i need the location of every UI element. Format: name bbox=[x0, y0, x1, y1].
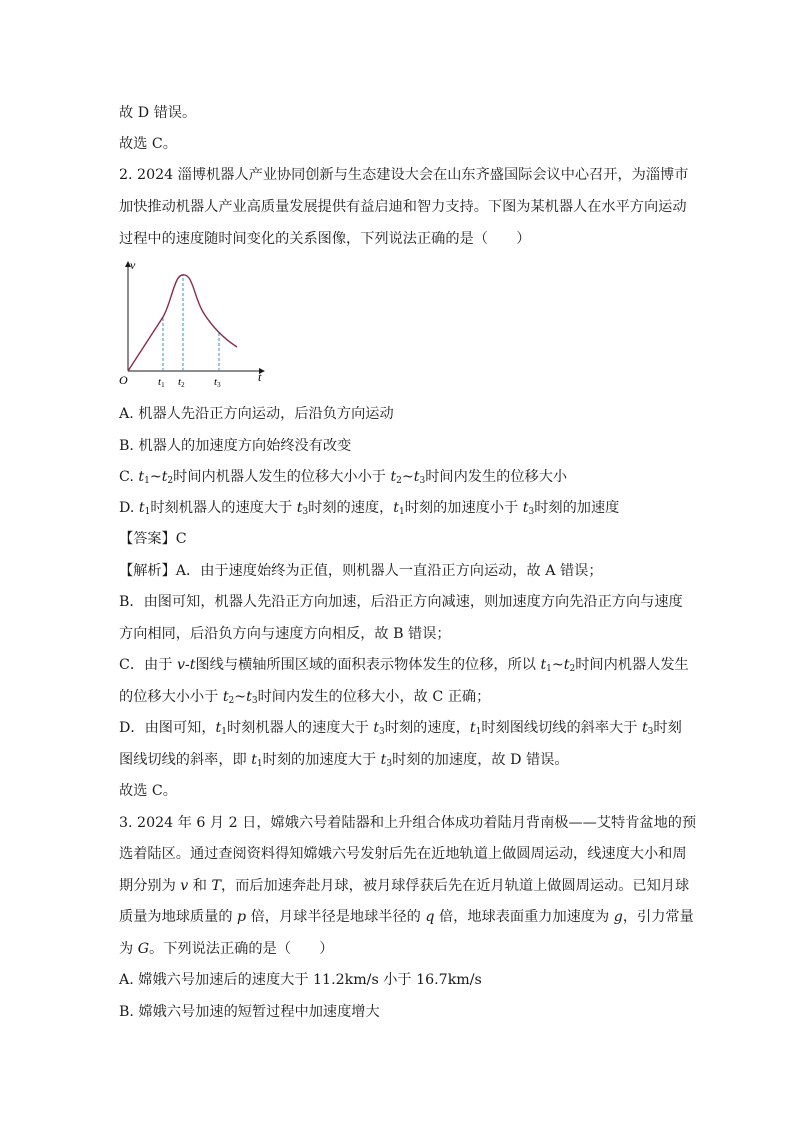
t2-label: t2 bbox=[178, 376, 185, 389]
option-c: C. $t_1\sim t_2$时间内机器人发生的位移大小小于 $t_2\sim t_3$时间内发生的位移大小 bbox=[119, 469, 568, 486]
question-2-stem-line: 加快推动机器人产业高质量发展提供有益启迪和智力支持。下图为某机器人在水平方向运动 bbox=[119, 199, 687, 215]
question-3-stem-line: 为 G。下列说法正确的是（ ） bbox=[119, 941, 334, 957]
question-3-stem-line: 期分别为 v 和 T，而后加速奔赴月球，被月球俘获后先在近月轨道上做圆周运动。已知月球 bbox=[119, 878, 690, 894]
y-axis-label: v bbox=[130, 260, 136, 272]
text-line: 故 D 错误。 bbox=[119, 105, 197, 121]
question-3-stem-line: 选着陆区。通过查阅资料得知嫦娥六号发射后先在近地轨道上做圆周运动，线速度大小和周 bbox=[119, 846, 687, 862]
velocity-time-graph bbox=[117, 260, 272, 390]
analysis-line: 图线切线的斜率，即 $t_1$时刻的加速度大于 $t_3$时刻的加速度，故 D 错误。 bbox=[119, 752, 569, 769]
analysis-line: B．由图可知，机器人先沿正方向加速，后沿正方向减速，则加速度方向先沿正方向与速度 bbox=[119, 594, 683, 610]
option-a: A. 嫦娥六号加速后的速度大于 11.2km/s 小于 16.7km/s bbox=[119, 972, 482, 988]
answer-label: 【答案】 bbox=[119, 531, 176, 547]
answer-line bbox=[119, 529, 187, 549]
question-2-stem-line: 2. 2024 淄博机器人产业协同创新与生态建设大会在山东齐盛国际会议中心召开，为淄博市 bbox=[119, 167, 689, 183]
analysis-line: C．由于 v-t图线与横轴所围区域的面积表示物体发生的位移，所以 $t_1\sim t_2$时间内机器人发生 bbox=[119, 657, 689, 674]
option-d: D. $t_1$时刻机器人的速度大于 $t_3$时刻的速度，$t_1$时刻的加速度小于 $t_3$时刻的加速度 bbox=[119, 500, 620, 517]
analysis-line: D．由图可知，$t_1$时刻机器人的速度大于 $t_3$时刻的速度，$t_1$时刻图线切线的斜率大于 $t_3$时刻 bbox=[119, 720, 682, 737]
t1-label: t1 bbox=[158, 376, 165, 389]
conclusion-line: 故选 C。 bbox=[119, 783, 177, 799]
analysis-line: 【解析】A．由于速度始终为正值，则机器人一直沿正方向运动，故 A 错误； bbox=[119, 563, 603, 579]
option-b: B. 嫦娥六号加速的短暂过程中加速度增大 bbox=[119, 1004, 380, 1020]
analysis-label: 【解析】 bbox=[119, 563, 176, 579]
question-3-stem-line: 3. 2024 年 6 月 2 日，嫦娥六号着陆器和上升组合体成功着陆月背南极——艾特肯盆地的预 bbox=[119, 815, 697, 831]
analysis-line: 的位移大小小于 $t_2\sim t_3$时间内发生的位移大小，故 C 正确； bbox=[119, 689, 491, 706]
question-2-stem-line: 过程中的速度随时间变化的关系图像，下列说法正确的是（ ） bbox=[119, 231, 531, 247]
t3-label: t3 bbox=[214, 376, 221, 389]
answer-value: C bbox=[175, 531, 187, 547]
text-line: 故选 C。 bbox=[119, 136, 177, 152]
option-b: B. 机器人的加速度方向始终没有改变 bbox=[119, 438, 352, 454]
option-a: A. 机器人先沿正方向运动，后沿负方向运动 bbox=[119, 406, 394, 422]
origin-label: O bbox=[119, 373, 128, 387]
x-axis-label: t bbox=[258, 370, 262, 384]
question-3-stem-line: 质量为地球质量的 p 倍，月球半径是地球半径的 q 倍，地球表面重力加速度为 g，引力常量 bbox=[119, 909, 694, 925]
analysis-line: 方向相同，后沿负方向与速度方向相反，故 B 错误； bbox=[119, 626, 451, 642]
